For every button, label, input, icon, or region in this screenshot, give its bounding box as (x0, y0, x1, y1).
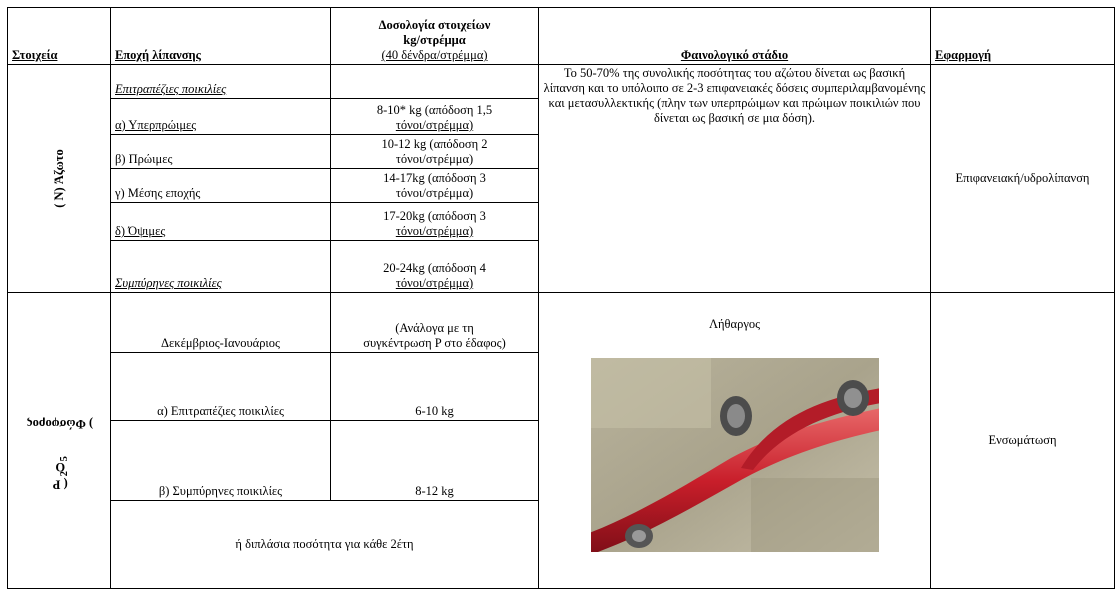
header-phenology: Φαινολογικό στάδιο (539, 8, 931, 65)
header-application: Εφαρμογή (931, 8, 1115, 65)
dose-cell: 14-17kg (απόδοση 3 τόνοι/στρέμμα) (331, 169, 539, 203)
season-cell: α) Επιτραπέζιες ποικιλίες (111, 353, 331, 421)
application-nitrogen: Επιφανειακή/υδρολίπανση (931, 65, 1115, 293)
dose-cell: 20-24kg (απόδοση 4 τόνοι/στρέμμα) (331, 241, 539, 293)
dose-cell: 10-12 kg (απόδοση 2 τόνοι/στρέμμα) (331, 135, 539, 169)
season-cell: Δεκέμβριος-Ιανουάριος (111, 293, 331, 353)
header-element: Στοιχεία (8, 8, 111, 65)
header-dose-sub: (40 δένδρα/στρέμμα) (381, 48, 488, 62)
application-phosphorus: Ενσωμάτωση (931, 293, 1115, 589)
element-nitrogen-label: ( N) Άζωτο (51, 149, 66, 208)
dose-cell: 6-10 kg (331, 353, 539, 421)
season-cell: Επιτραπέζιες ποικιλίες (111, 65, 331, 99)
phenology-nitrogen: Το 50-70% της συνολικής ποσότητας του αζώτου δίνεται ως βασική λίπανση και το υπόλοιπο σε 2-3 επιφανειακές δόσεις συμπεριλαμβανομένης και μετασυλλεκτικής (πλην των υπερπρώιμων και πρώιμων ποικιλιών που δίνεται ως βασική σε μια δόση). (539, 65, 931, 293)
element-nitrogen (8, 65, 111, 293)
season-cell: β) Πρώιμες (111, 135, 331, 169)
dose-cell: 17-20kg (απόδοση 3 τόνοι/στρέμμα) (331, 203, 539, 241)
fertilization-table (7, 7, 1115, 589)
element-phosphorus-label: ( $P_2O_5$) Φώσφορος (27, 416, 94, 491)
phenology-phosphorus-label: Λήθαργος (708, 317, 761, 331)
season-cell: β) Συμπύρηνες ποικιλίες (111, 421, 331, 501)
double-quantity-note: ή διπλάσια ποσότητα για κάθε 2έτη (111, 501, 539, 589)
season-cell: Συμπύρηνες ποικιλίες (111, 241, 331, 293)
header-season: Εποχή λίπανσης (111, 8, 331, 65)
season-cell: γ) Μέσης εποχής (111, 169, 331, 203)
header-dose-line1: Δοσολογία στοιχείων (378, 18, 491, 32)
header-dose-line2: kg/στρέμμα (403, 33, 466, 47)
dose-cell: 8-12 kg (331, 421, 539, 501)
phenology-phosphorus (539, 293, 931, 589)
table-row (8, 293, 1115, 353)
table-row (8, 65, 1115, 99)
table-header-row (8, 8, 1115, 65)
dose-cell: 8-10* kg (απόδοση 1,5 τόνοι/στρέμμα) (331, 99, 539, 135)
season-cell: δ) Όψιμες (111, 203, 331, 241)
dose-cell: (Ανάλογα με τη συγκέντρωση P στο έδαφος) (331, 293, 539, 353)
season-cell: α) Υπερπρώιμες (111, 99, 331, 135)
header-dose (331, 8, 539, 65)
photo-branch-buds (591, 358, 879, 552)
element-phosphorus (8, 293, 111, 589)
dose-cell (331, 65, 539, 99)
